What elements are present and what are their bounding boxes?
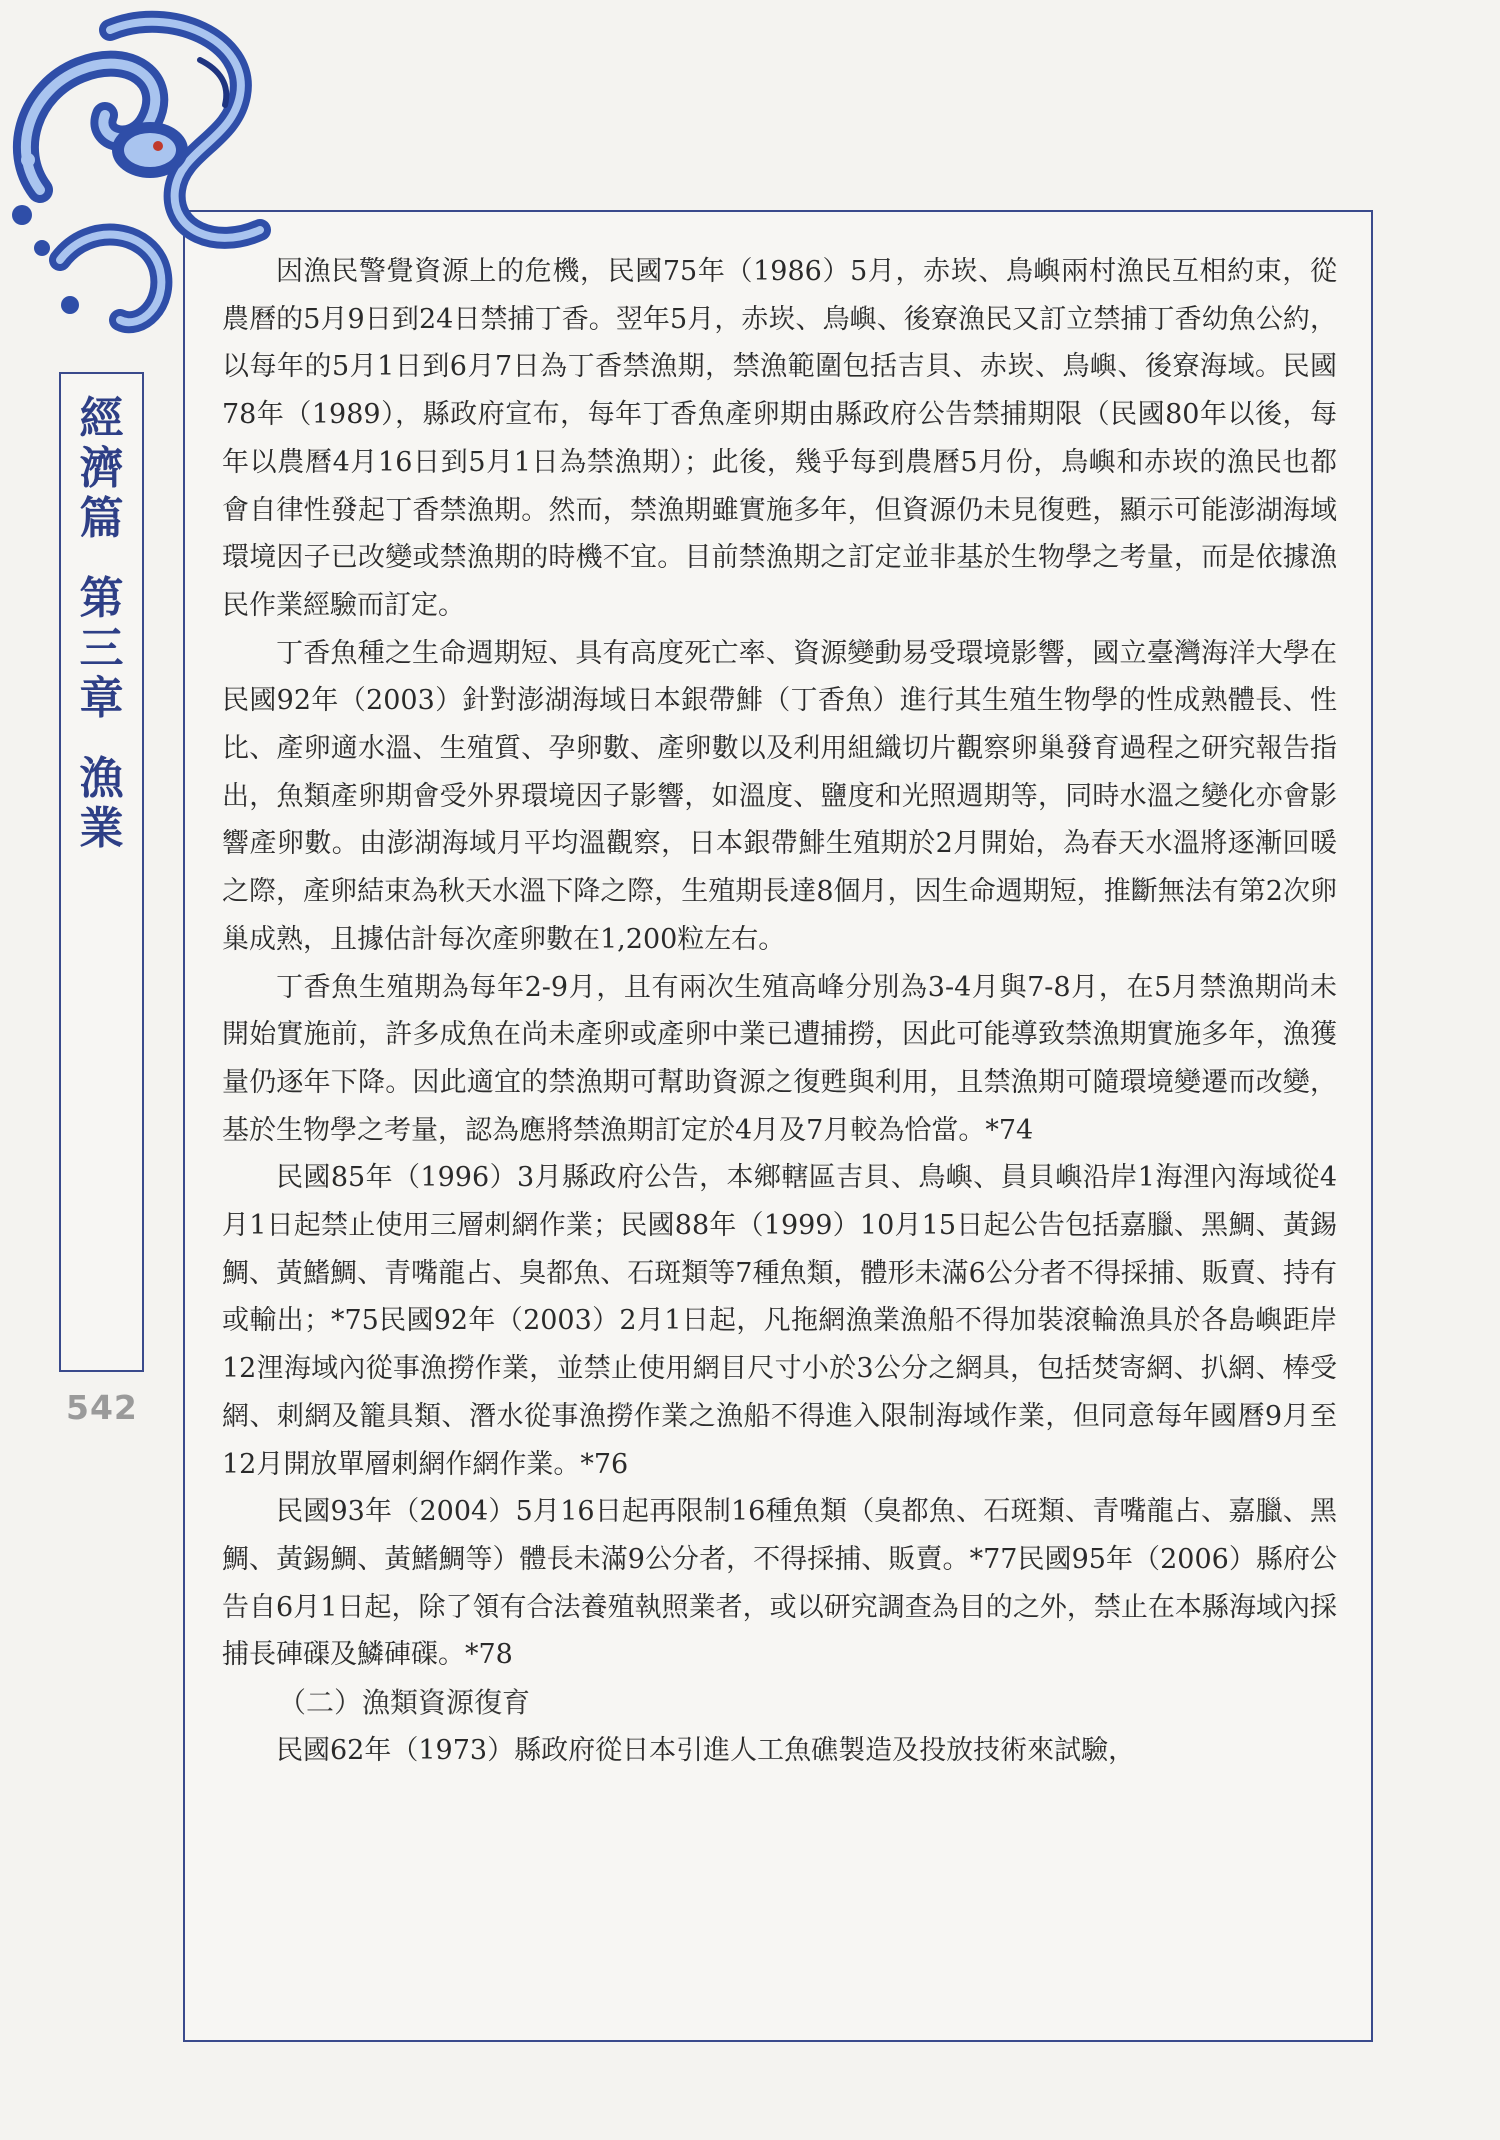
article-body — [222, 248, 1337, 2028]
chapter-sidebar — [59, 372, 144, 1372]
chapter-title — [61, 394, 142, 854]
chapter-title-char: 三 — [79, 623, 124, 674]
paragraph: 丁香魚種之生命週期短、具有高度死亡率、資源變動易受環境影響，國立臺灣海洋大學在民國92年（2003）針對澎湖海域日本銀帶鯡（丁香魚）進行其生殖生物學的性成熟體長、性比、產卵適水溫、生殖質、孕卵數、產卵數以及利用組織切片觀察卵巢發育過程之研究報告指出，魚類產卵期會受外界環境因子影響，如溫度、鹽度和光照週期等，同時水溫之變化亦會影響產卵數。由澎湖海域月平均溫觀察，日本銀帶鯡生殖期於2月開始，為春天水溫將逐漸回暖之際，產卵結束為秋天水溫下降之際，生殖期長達8個月，因生命週期短，推斷無法有第2次卵巢成熟，且據估計每次產卵數在1,200粒左右。 — [222, 637, 1337, 955]
paragraph: 民國85年（1996）3月縣政府公告，本鄉轄區吉貝、鳥嶼、員貝嶼沿岸1海浬內海域從4月1日起禁止使用三層刺網作業；民國88年（1999）10月15日起公告包括嘉臘、黑鯛、黃錫鯛、黃鰭鯛、青嘴龍占、臭都魚、石斑類等7種魚類，體形未滿6公分者不得採捕、販賣、持有或輸出；*75民國92年（2003）2月1日起，凡拖網漁業漁船不得加裝滾輪漁具於各島嶼距岸12浬海域內從事漁撈作業，並禁止使用網目尺寸小於3公分之網具，包括焚寄網、扒網、棒受網、刺網及籠具類、潛水從事漁撈作業之漁船不得進入限制海域作業，但同意每年國曆9月至12月開放單層刺網作網作業。*76 — [222, 1162, 1337, 1480]
page-number: 542 — [66, 1388, 138, 1427]
section-heading: （二）漁類資源復育 — [278, 1686, 531, 1720]
chapter-title-char: 濟 — [79, 443, 124, 494]
chapter-title-char: 漁 — [79, 753, 124, 804]
chapter-title-char: 經 — [79, 393, 124, 444]
chapter-title-gap — [61, 544, 142, 574]
paragraph: 丁香魚生殖期為每年2-9月，且有兩次生殖高峰分別為3-4月與7-8月，在5月禁漁期尚未開始實施前，許多成魚在尚未產卵或產卵中業已遭捕撈，因此可能導致禁漁期實施多年，漁獲量仍逐年下降。因此適宜的禁漁期可幫助資源之復甦與利用，且禁漁期可隨環境變遷而改變，基於生物學之考量，認為應將禁漁期訂定於4月及7月較為恰當。*74 — [222, 971, 1337, 1146]
paragraph: 民國62年（1973）縣政府從日本引進人工魚礁製造及投放技術來試驗， — [276, 1734, 1136, 1766]
paragraph: 因漁民警覺資源上的危機，民國75年（1986）5月，赤崁、鳥嶼兩村漁民互相約束，從農曆的5月9日到24日禁捕丁香。翌年5月，赤崁、鳥嶼、後寮漁民又訂立禁捕丁香幼魚公約，以每年的5月1日到6月7日為丁香禁漁期，禁漁範圍包括吉貝、赤崁、鳥嶼、後寮海域。民國78年（1989），縣政府宣布，每年丁香魚產卵期由縣政府公告禁捕期限（民國80年以後，每年以農曆4月16日到5月1日為禁漁期）；此後，幾乎每到農曆5月份，鳥嶼和赤崁的漁民也都會自律性發起丁香禁漁期。然而，禁漁期雖實施多年，但資源仍未見復甦，顯示可能澎湖海域環境因子已改變或禁漁期的時機不宜。目前禁漁期之訂定並非基於生物學之考量，而是依據漁民作業經驗而訂定。 — [222, 256, 1337, 621]
paragraph: 民國93年（2004）5月16日起再限制16種魚類（臭都魚、石斑類、青嘴龍占、嘉臘、黑鯛、黃錫鯛、黃鰭鯛等）體長未滿9公分者，不得採捕、販賣。*77民國95年（2006）縣府公告自6月1日起，除了領有合法養殖執照業者，或以研究調查為目的之外，禁止在本縣海域內採捕長硨磲及鱗硨磲。*78 — [222, 1496, 1337, 1671]
chapter-title-char: 第 — [79, 573, 124, 624]
chapter-title-char: 業 — [79, 803, 124, 854]
chapter-title-gap — [61, 724, 142, 754]
chapter-title-char: 章 — [79, 673, 124, 724]
chapter-title-char: 篇 — [79, 493, 124, 544]
